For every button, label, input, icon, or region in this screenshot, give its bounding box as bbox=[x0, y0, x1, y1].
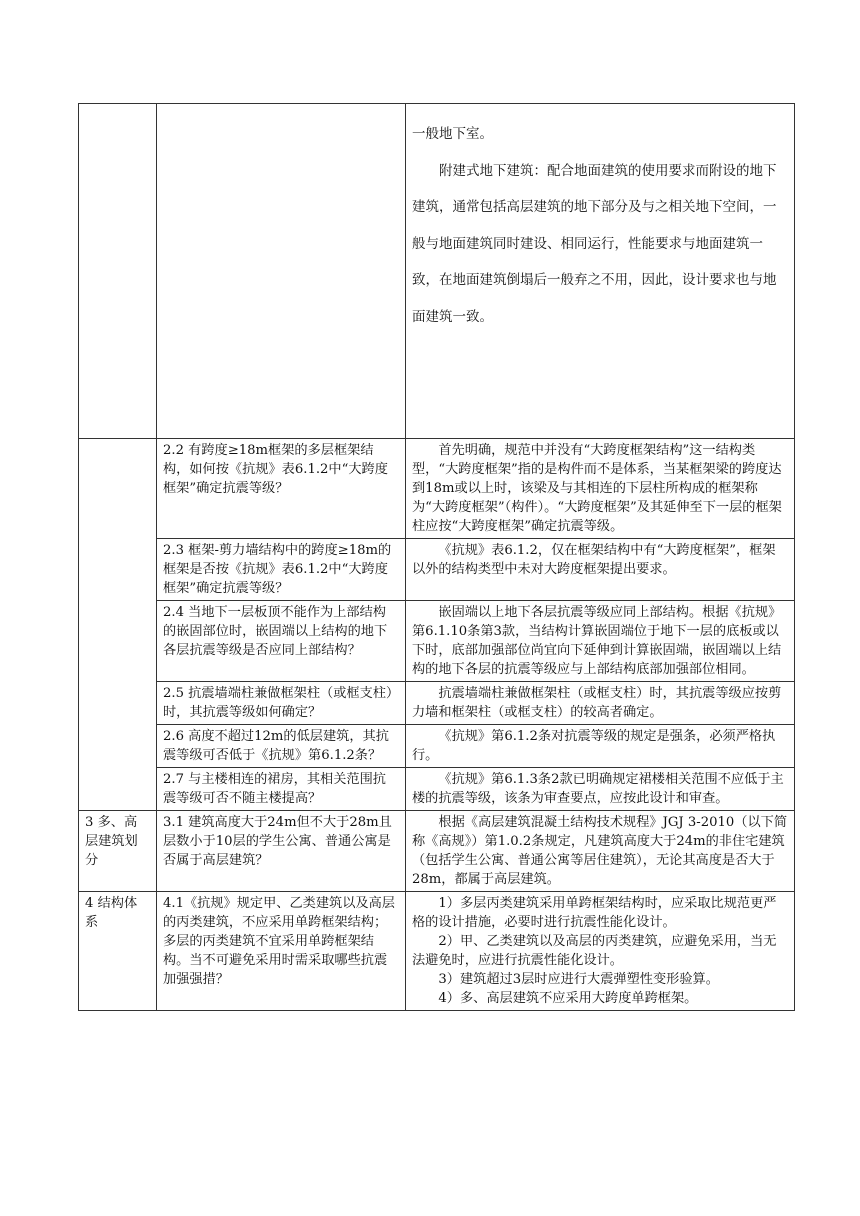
question-cell: 2.4 当地下一层板顶不能作为上部结构的嵌固部位时，嵌固端以上结构的地下各层抗震等级是否应同上部结构？ bbox=[157, 601, 406, 682]
question-cell: 2.3 框架-剪力墙结构中的跨度≥18m的框架是否按《抗规》表6.1.2中“大跨度框架”确定抗震等级？ bbox=[157, 539, 406, 601]
table-row bbox=[79, 104, 795, 439]
question-cell bbox=[157, 104, 406, 439]
answer-paragraph: 《抗规》表6.1.2，仅在框架结构中有“大跨度框架”，框架以外的结构类型中未对大跨度框架提出要求。 bbox=[412, 543, 776, 577]
table-row bbox=[79, 539, 795, 601]
answer-paragraph: 4）多、高层建筑不应采用大跨度单跨框架。 bbox=[438, 991, 698, 1006]
question-cell: 2.7 与主楼相连的裙房，其相关范围抗震等级可否不随主楼提高？ bbox=[157, 768, 406, 811]
answer-paragraph: 抗震墙端柱兼做框架柱（或框支柱）时，其抗震等级应按剪力墙和框架柱（或框支柱）的较高者确定。 bbox=[412, 686, 782, 720]
answer-paragraph: 附建式地下建筑：配合地面建筑的使用要求而附设的地下建筑，通常包括高层建筑的地下部分及与之相关地下空间，一般与地面建筑同时建设、相同运行，性能要求与地面建筑一致，在地面建筑倒塌后一般弃之不用，因此，设计要求也与地面建筑一致。 bbox=[412, 162, 777, 325]
table-row bbox=[79, 892, 795, 1011]
answer-paragraph: 1）多层丙类建筑采用单跨框架结构时，应采取比规范更严格的设计措施，必要时进行抗震性能化设计。 bbox=[412, 896, 777, 930]
qa-table bbox=[78, 103, 795, 1011]
section-cell: 3 多、高层建筑划分 bbox=[79, 811, 157, 892]
answer-paragraph: 《抗规》第6.1.2条对抗震等级的规定是强条，必须严格执行。 bbox=[412, 729, 776, 763]
table-row bbox=[79, 725, 795, 768]
table-row bbox=[79, 601, 795, 682]
answer-cell bbox=[406, 682, 795, 725]
answer-cell bbox=[406, 601, 795, 682]
table-row bbox=[79, 811, 795, 892]
question-cell: 4.1《抗规》规定甲、乙类建筑以及高层的丙类建筑，不应采用单跨框架结构；多层的丙类建筑不宜采用单跨框架结构。当不可避免采用时需采取哪些抗震加强强措？ bbox=[157, 892, 406, 1011]
answer-cell bbox=[406, 539, 795, 601]
answer-paragraph: 一般地下室。 bbox=[412, 126, 493, 142]
question-cell: 2.2 有跨度≥18m框架的多层框架结构，如何按《抗规》表6.1.2中“大跨度框架”确定抗震等级？ bbox=[157, 439, 406, 539]
section-cell bbox=[79, 439, 157, 811]
question-cell: 2.5 抗震墙端柱兼做框架柱（或框支柱）时，其抗震等级如何确定？ bbox=[157, 682, 406, 725]
question-cell: 2.6 高度不超过12m的低层建筑，其抗震等级可否低于《抗规》第6.1.2条？ bbox=[157, 725, 406, 768]
table-row bbox=[79, 768, 795, 811]
answer-cell bbox=[406, 439, 795, 539]
section-cell: 4 结构体系 bbox=[79, 892, 157, 1011]
answer-paragraph: 3）建筑超过3层时应进行大震弹塑性变形验算。 bbox=[438, 972, 719, 987]
answer-cell bbox=[406, 768, 795, 811]
answer-cell bbox=[406, 811, 795, 892]
question-cell: 3.1 建筑高度大于24m但不大于28m且层数小于10层的学生公寓、普通公寓是否属于高层建筑？ bbox=[157, 811, 406, 892]
answer-paragraph: 嵌固端以上地下各层抗震等级应同上部结构。根据《抗规》第6.1.10条第3款，当结构计算嵌固端位于地下一层的底板或以下时，底部加强部位尚宜向下延伸到计算嵌固端，嵌固端以上结构的地下各层的抗震等级应与上部结构底部加强部位相同。 bbox=[412, 605, 782, 677]
table-row bbox=[79, 439, 795, 539]
answer-paragraph: 2）甲、乙类建筑以及高层的丙类建筑，应避免采用，当无法避免时，应进行抗震性能化设计。 bbox=[412, 934, 777, 968]
section-cell bbox=[79, 104, 157, 439]
answer-paragraph: 《抗规》第6.1.3条2款已明确规定裙楼相关范围不应低于主楼的抗震等级，该条为审查要点，应按此设计和审查。 bbox=[412, 772, 784, 806]
table-row bbox=[79, 682, 795, 725]
answer-cell bbox=[406, 725, 795, 768]
answer-cell bbox=[406, 104, 795, 439]
answer-paragraph: 根据《高层建筑混凝土结构技术规程》JGJ 3-2010（以下简称《高规》）第1.0.2条规定，凡建筑高度大于24m的非住宅建筑（包括学生公寓、普通公寓等居住建筑），无论其高度是否大于28m，都属于高层建筑。 bbox=[412, 815, 788, 887]
answer-cell bbox=[406, 892, 795, 1011]
answer-paragraph: 首先明确，规范中并没有“大跨度框架结构”这一结构类型，“大跨度框架”指的是构件而不是体系，当某框架梁的跨度达到18m或以上时，该梁及与其相连的下层柱所构成的框架称为“大跨度框架”（构件）。“大跨度框架”及其延伸至下一层的框架柱应按“大跨度框架”确定抗震等级。 bbox=[412, 443, 782, 534]
